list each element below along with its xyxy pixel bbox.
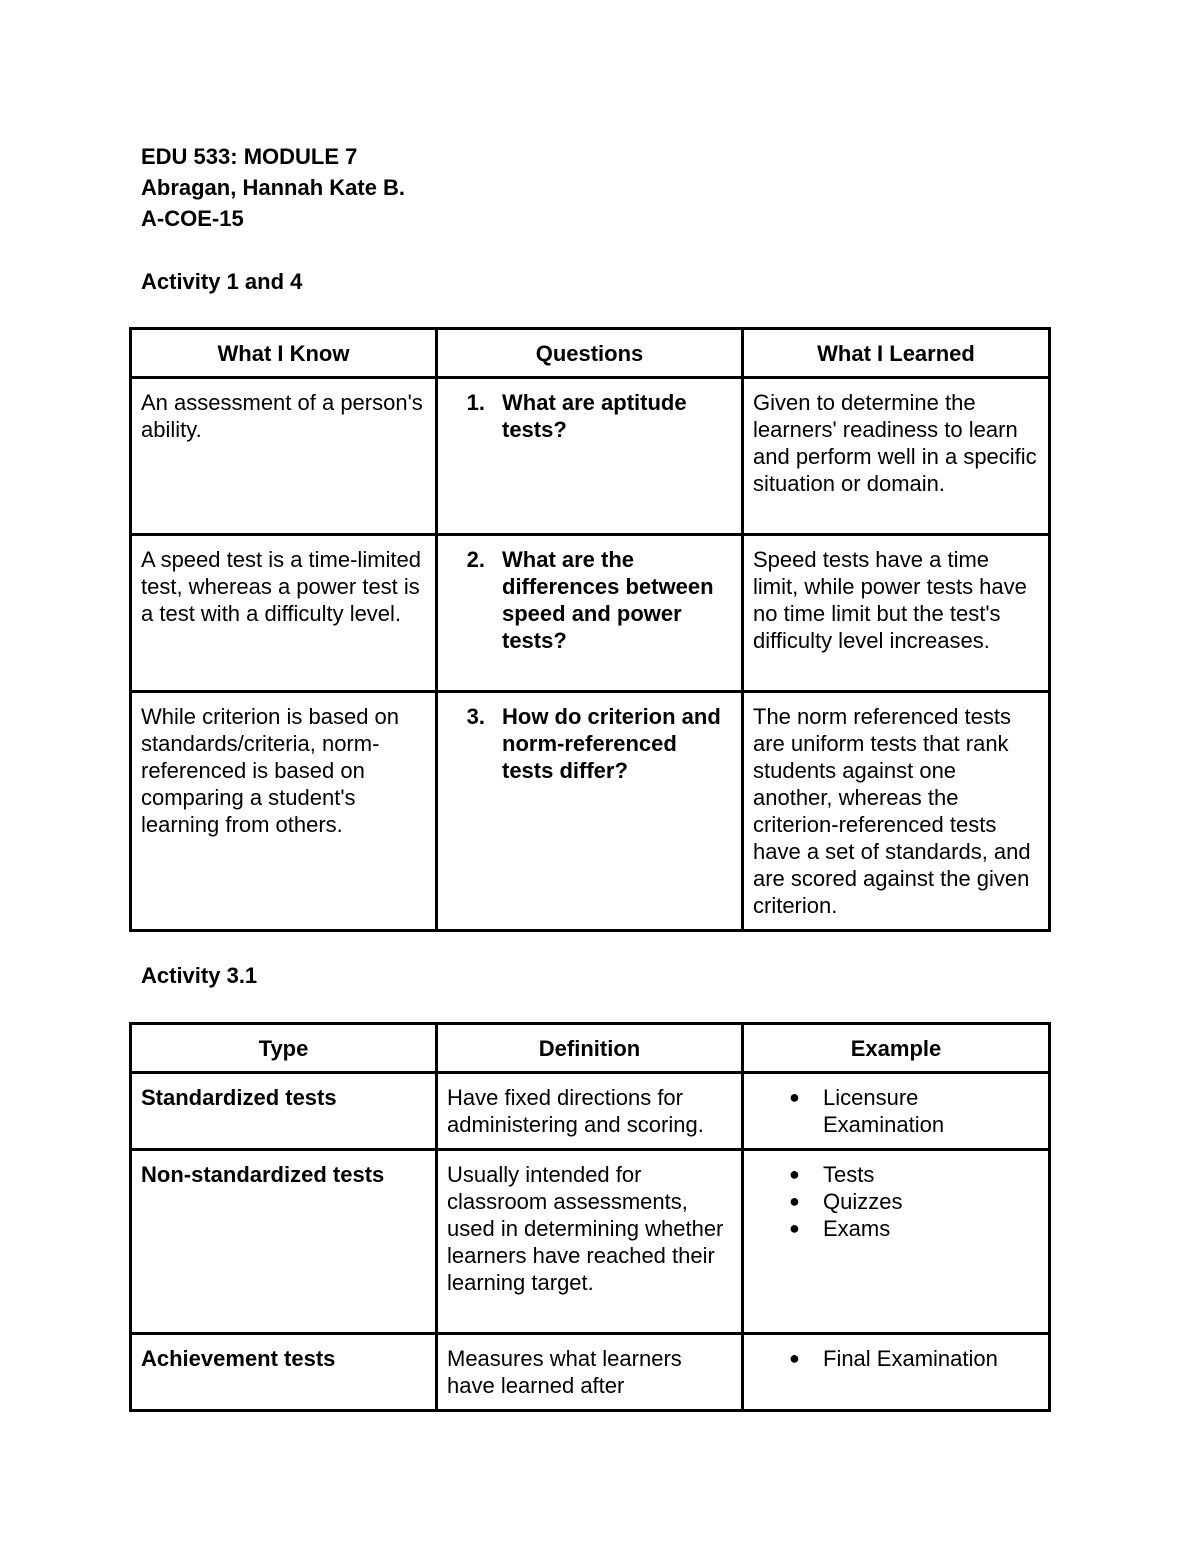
activity-3-title: Activity 3.1 [141,963,258,988]
example-cell [743,1150,1050,1334]
question-cell [437,378,743,535]
column-header-type: Type [131,1024,437,1073]
table-row [131,1334,1050,1411]
table-header-row [131,329,1050,378]
column-header-definition: Definition [437,1024,743,1073]
activity-1-title: Activity 1 and 4 [141,269,303,294]
question-number: 1. [466,390,485,415]
column-header-questions: Questions [437,329,743,378]
type-cell: Non-standardized tests [131,1150,437,1334]
activity-1-table [129,327,1051,932]
learned-cell: Speed tests have a time limit, while power tests have no time limit but the test's difficulty level increases. [743,535,1050,692]
question-number: 3. [466,704,485,729]
table-header-row [131,1024,1050,1073]
column-header-learned: What I Learned [743,329,1050,378]
type-cell: Achievement tests [131,1334,437,1411]
definition-cell: Usually intended for classroom assessments, used in determining whether learners have reached their learning target. [437,1150,743,1334]
table-row [131,378,1050,535]
question-text: What are aptitude tests? [502,390,687,442]
bullet-icon: ● [789,1087,800,1107]
bullet-icon: ● [789,1164,800,1184]
example-cell [743,1073,1050,1150]
example-list [753,1345,1039,1372]
question-cell [437,692,743,931]
list-item [753,1084,1039,1138]
learned-cell: Given to determine the learners' readiness to learn and perform well in a specific situation or domain. [743,378,1050,535]
question-text: What are the differences between speed and power tests? [502,547,714,653]
table-row [131,1150,1050,1334]
example-list [753,1084,1039,1138]
example-cell [743,1334,1050,1411]
example-text: Licensure Examination [823,1085,945,1137]
bullet-icon: ● [789,1218,800,1238]
bullet-icon: ● [789,1348,800,1368]
example-list [753,1161,1039,1242]
question-number: 2. [466,547,485,572]
course-title: EDU 533: MODULE 7 [141,144,358,169]
table-row [131,692,1050,931]
example-text: Tests [823,1162,875,1187]
definition-cell: Measures what learners have learned after [437,1334,743,1411]
know-cell: An assessment of a person's ability. [131,378,437,535]
definition-cell: Have fixed directions for administering and scoring. [437,1073,743,1150]
list-item [753,1161,1039,1188]
student-name: Abragan, Hannah Kate B. [141,175,406,200]
example-text: Final Examination [823,1346,998,1371]
section-code: A-COE-15 [141,206,244,231]
column-header-know: What I Know [131,329,437,378]
table-row [131,535,1050,692]
question-text: How do criterion and norm-referenced tests differ? [502,704,721,783]
list-item [753,1188,1039,1215]
list-item [753,1215,1039,1242]
type-cell: Standardized tests [131,1073,437,1150]
example-text: Exams [823,1216,891,1241]
question-cell [437,535,743,692]
list-item [753,1345,1039,1372]
column-header-example: Example [743,1024,1050,1073]
know-cell: While criterion is based on standards/criteria, norm-referenced is based on comparing a student's learning from others. [131,692,437,931]
learned-cell: The norm referenced tests are uniform tests that rank students against one another, whereas the criterion-referenced tests have a set of standards, and are scored against the given criterion. [743,692,1050,931]
table-row [131,1073,1050,1150]
example-text: Quizzes [823,1189,903,1214]
bullet-icon: ● [789,1191,800,1211]
document-header [141,141,405,234]
know-cell: A speed test is a time-limited test, whereas a power test is a test with a difficulty level. [131,535,437,692]
activity-3-table [129,1022,1051,1412]
